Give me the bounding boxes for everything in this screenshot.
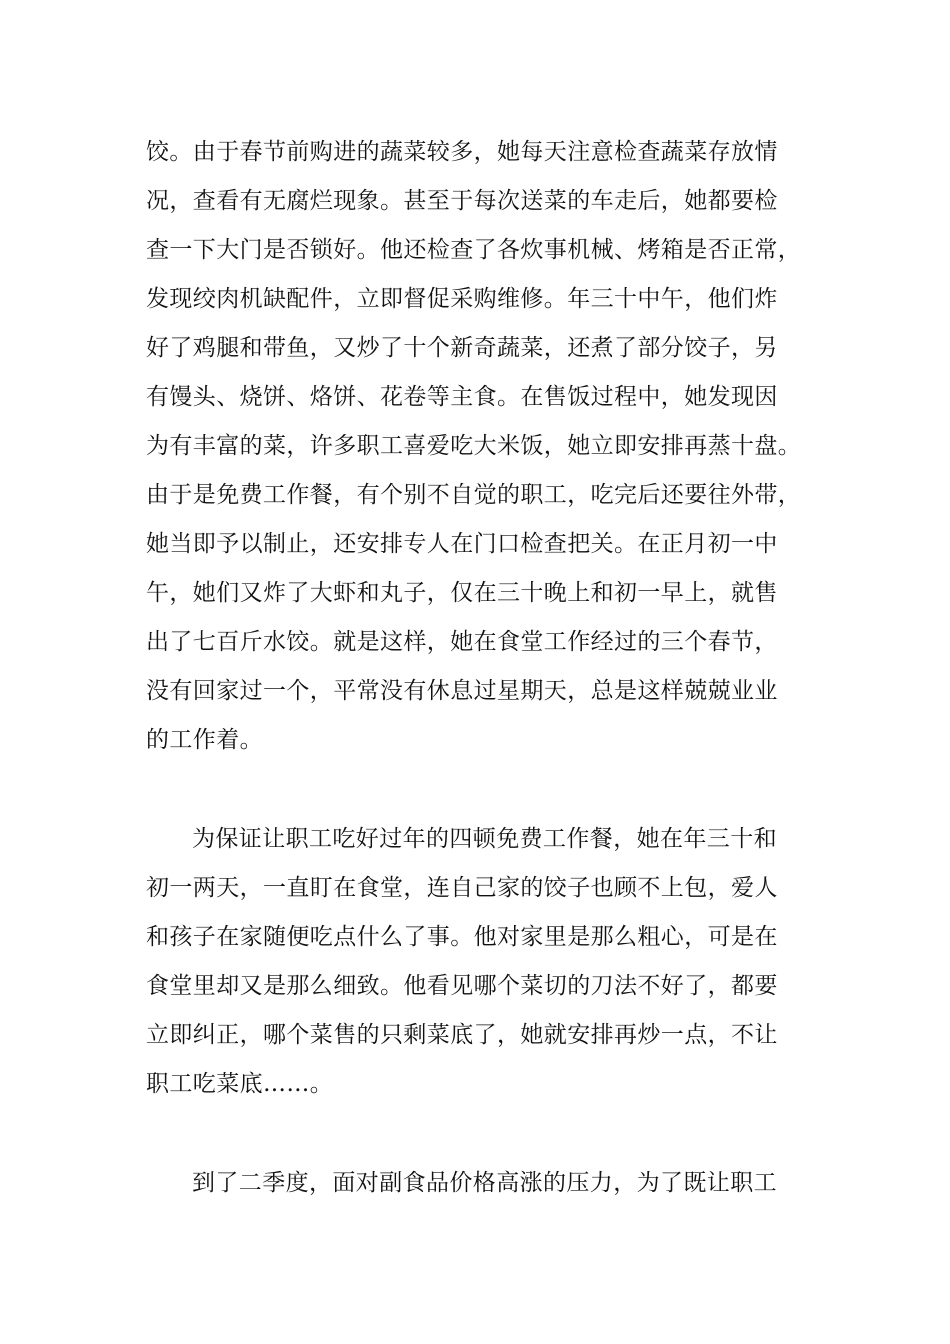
- paragraph-3-line-1: 到了二季度，面对副食品价格高涨的压力，为了既让职工: [192, 1170, 777, 1196]
- paragraph-1-line-13: 的工作着。: [146, 727, 263, 753]
- paragraph-2-line-1: 为保证让职工吃好过年的四顿免费工作餐，她在年三十和: [192, 826, 777, 852]
- paragraph-1-line-8: 由于是免费工作餐，有个别不自觉的职工，吃完后还要往外带，: [146, 482, 802, 508]
- paragraph-1-line-4: 发现绞肉机缺配件，立即督促采购维修。年三十中午，他们炸: [146, 286, 778, 312]
- paragraph-1-line-1: 饺。由于春节前购进的蔬菜较多，她每天注意检查蔬菜存放情: [146, 139, 778, 165]
- paragraph-2-line-3: 和孩子在家随便吃点什么了事。他对家里是那么粗心，可是在: [146, 924, 778, 950]
- paragraph-1-line-12: 没有回家过一个，平常没有休息过星期天，总是这样兢兢业业: [146, 678, 778, 704]
- paragraph-1-line-2: 况，查看有无腐烂现象。甚至于每次送菜的车走后，她都要检: [146, 188, 778, 214]
- paragraph-1-line-10: 午，她们又炸了大虾和丸子，仅在三十晚上和初一早上，就售: [146, 580, 778, 606]
- paragraph-2-line-2: 初一两天，一直盯在食堂，连自己家的饺子也顾不上包，爱人: [146, 875, 778, 901]
- paragraph-1-line-5: 好了鸡腿和带鱼，又炒了十个新奇蔬菜，还煮了部分饺子，另: [146, 335, 778, 361]
- paragraph-1-line-11: 出了七百斤水饺。就是这样，她在食堂工作经过的三个春节，: [146, 629, 778, 655]
- paragraph-1-line-6: 有馒头、烧饼、烙饼、花卷等主食。在售饭过程中，她发现因: [146, 384, 778, 410]
- paragraph-2-line-4: 食堂里却又是那么细致。他看见哪个菜切的刀法不好了，都要: [146, 973, 778, 999]
- paragraph-2-line-5: 立即纠正，哪个菜售的只剩菜底了，她就安排再炒一点，不让: [146, 1022, 778, 1048]
- paragraph-1-line-3: 查一下大门是否锁好。他还检查了各炊事机械、烤箱是否正常，: [146, 237, 802, 263]
- paragraph-2-line-6: 职工吃菜底……。: [146, 1071, 334, 1097]
- paragraph-1-line-7: 为有丰富的菜，许多职工喜爱吃大米饭，她立即安排再蒸十盘。: [146, 433, 802, 459]
- paragraph-1-line-9: 她当即予以制止，还安排专人在门口检查把关。在正月初一中: [146, 531, 778, 557]
